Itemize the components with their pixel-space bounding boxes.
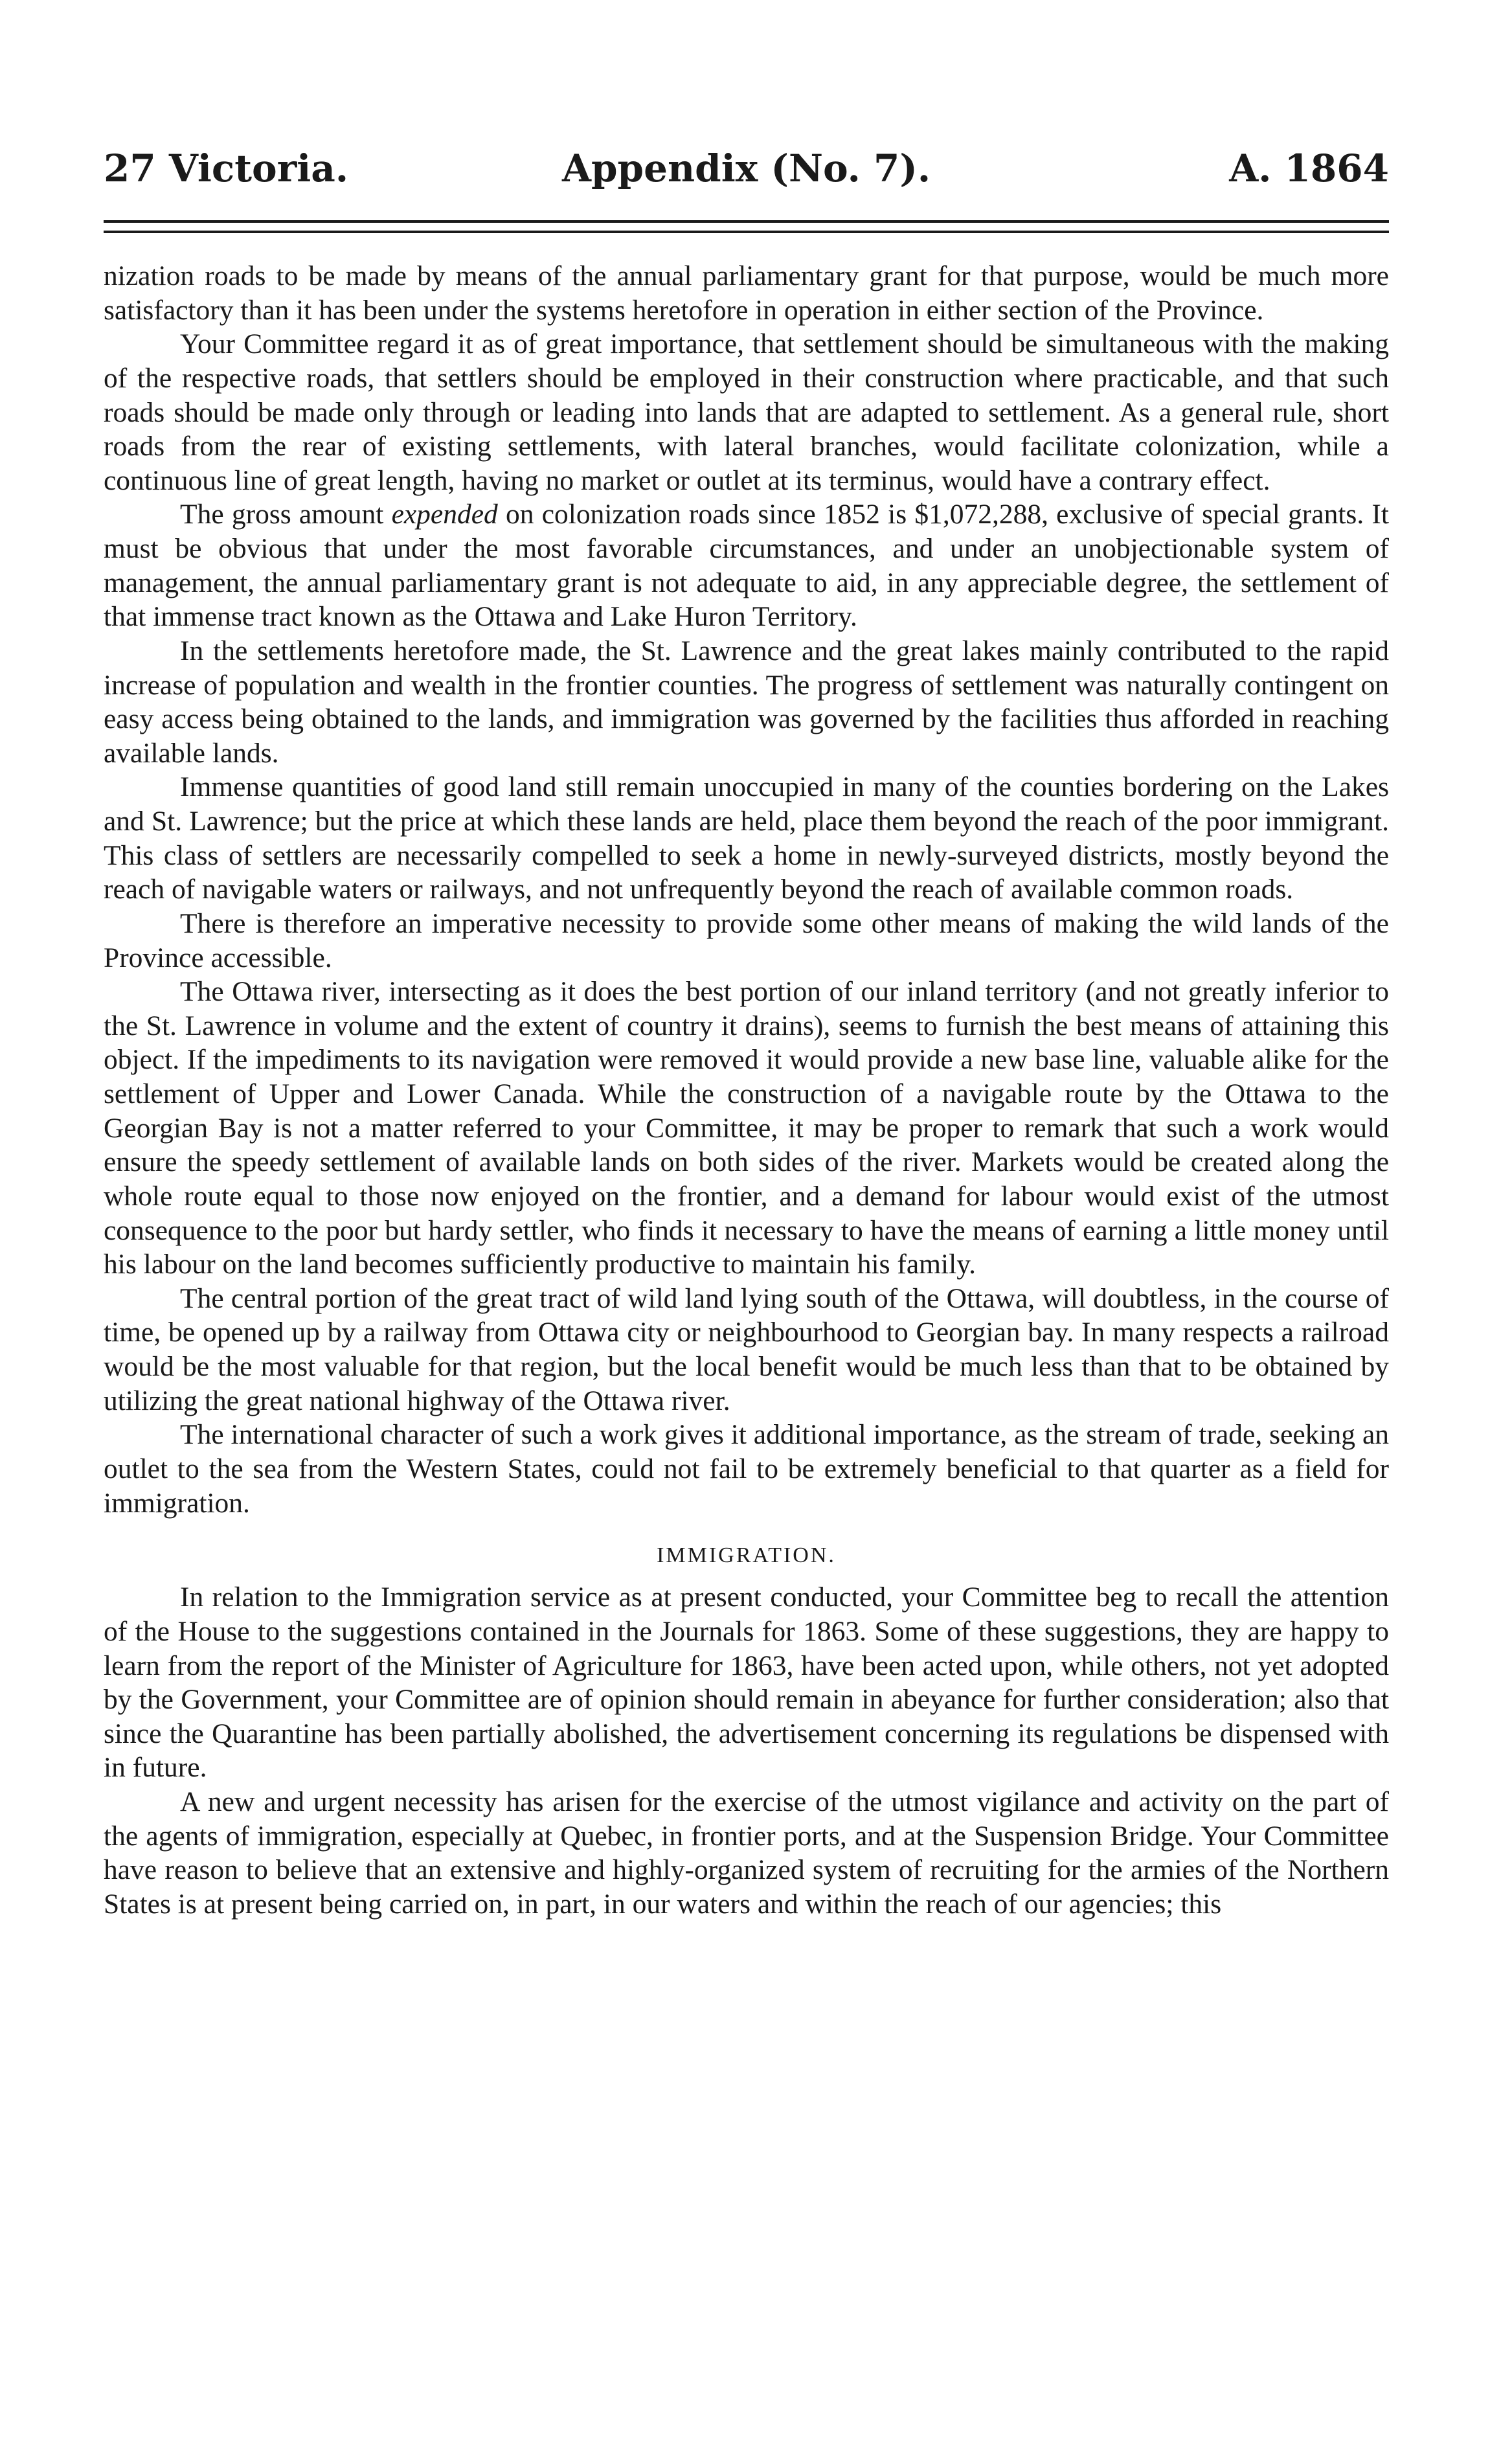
paragraph-text: The gross amount [180,499,392,530]
paragraph: The international character of such a work gives it additional importance, as the stream of trade, seeking an outlet to the sea from the Western States, could not fail to be extremely beneficial to that quarter as a field for immigration. [104,1419,1389,1519]
paragraph [104,497,1389,634]
paragraph: Your Committee regard it as of great importance, that settlement should be simultaneous with the making of the respective roads, that settlers should be employed in their construction where practicable, and that such roads should be made only through or leading into lands that are adapted to settlement. As a general rule, short roads from the rear of existing settlements, with lateral branches, would facilitate colonization, while a continuous line of great length, having no market or outlet at its terminus, would have a contrary effect. [104,328,1389,496]
header-rule-bottom [104,231,1389,233]
paragraph: nization roads to be made by means of the annual parliamentary grant for that purpose, would be much more satisfactory than it has been under the systems heretofore in operation in either section of the Province. [104,260,1389,326]
header-year: A. 1864 [1229,146,1389,190]
paragraph: In relation to the Immigration service as at present conducted, your Committee beg to recall the attention of the House to the suggestions contained in the Journals for 1863. Some of these suggestions, they are happy to learn from the report of the Minister of Agriculture for 1863, have been acted upon, while others, not yet adopted by the Government, your Committee are of opinion should remain in abeyance for further consideration; also that since the Quarantine has been partially abolished, the advertisement concerning its regulations be dispensed with in future. [104,1582,1389,1784]
body-text [104,259,1389,1922]
header-appendix: Appendix (No. 7). [561,146,931,190]
paragraph: The Ottawa river, intersecting as it does the best portion of our inland territory (and not greatly inferior to the St. Lawrence in volume and the extent of country it drains), seems to furnish the best means of attaining this object. If the impediments to its navigation were removed it would provide a new base line, valuable alike for the settlement of Upper and Lower Canada. While the construction of a navigable route by the Ottawa to the Georgian Bay is not a matter referred to your Committee, it may be proper to remark that such a work would ensure the speedy settlement of available lands on both sides of the river. Markets would be created along the whole route equal to those now enjoyed on the frontier, and a demand for labour would exist of the utmost consequence to the poor but hardy settler, who finds it necessary to have the means of earning a little money until his labour on the land becomes sufficiently productive to maintain his family. [104,976,1389,1280]
paragraph: Immense quantities of good land still remain unoccupied in many of the counties bordering on the Lakes and St. Lawrence; but the price at which these lands are held, place them beyond the reach of the poor immigrant. This class of settlers are necessarily compelled to seek a home in newly-surveyed districts, mostly beyond the reach of navigable waters or railways, and not unfrequently beyond the reach of available common roads. [104,771,1389,905]
paragraph: There is therefore an imperative necessity to provide some other means of making the wild lands of the Province accessible. [104,907,1389,973]
paragraph: In the settlements heretofore made, the St. Lawrence and the great lakes mainly contributed to the rapid increase of population and wealth in the frontier counties. The progress of settlement was naturally contingent on easy access being obtained to the lands, and immigration was governed by the facilities thus afforded in reaching available lands. [104,635,1389,769]
paragraph: The central portion of the great tract of wild land lying south of the Ottawa, will doubtless, in the course of time, be opened up by a railway from Ottawa city or neighbourhood to Georgian bay. In many respects a railroad would be the most valuable for that region, but the local benefit would be much less than that to be obtained by utilizing the great national highway of the Ottawa river. [104,1282,1389,1416]
paragraph-text: on colonization roads since 1852 is $1,072,288, exclusive of special grants. It must be obvious that under the most favorable circumstances, and under an unobjectionable system of management, the annual parliamentary grant is not adequate to aid, in any appreciable degree, the settlement of that immense tract known as the Ottawa and Lake Huron Territory. [104,499,1389,633]
header-rule-top [104,220,1389,223]
emphasized-word: expended [391,499,498,530]
header-volume: 27 Victoria. [104,146,349,190]
paragraph: A new and urgent necessity has arisen for the exercise of the utmost vigilance and activity on the part of the agents of immigration, especially at Quebec, in frontier ports, and at the Suspension Bridge. Your Committee have reason to believe that an extensive and highly-organized system of recruiting for the armies of the Northern States is at present being carried on, in part, in our waters and within the reach of our agencies; this [104,1786,1389,1920]
running-header [104,139,1389,198]
section-heading: IMMIGRATION. [657,1543,836,1568]
